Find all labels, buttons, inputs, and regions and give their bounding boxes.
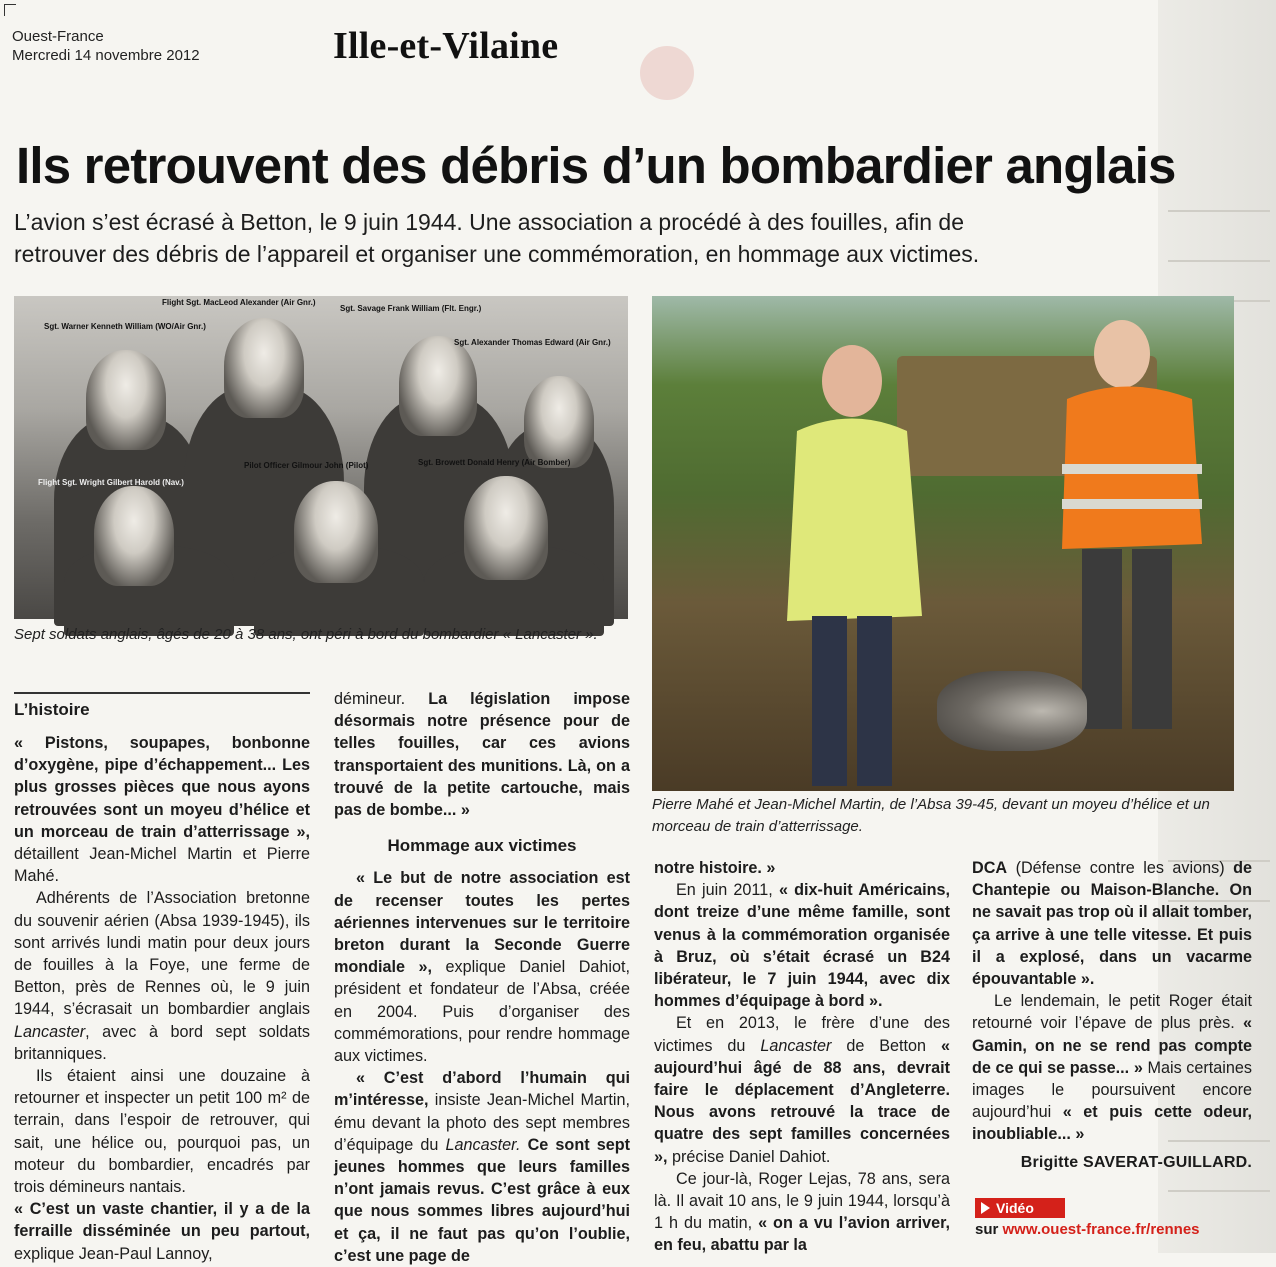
section-logo-icon	[640, 46, 694, 100]
article-column-2: démineur. La législation impose désormais notre présence pour de telles fouilles, car ces avions transportaient des munitions. Là, on a trouvé de la petite cartouche, mais pas de bombe... » Hommage aux victimes « Le but de notre association est de recenser toutes les pertes aériennes intervenues sur le territoire breton durant la Seconde Guerre mondiale », explique Daniel Dahiot, président et fondateur de l’Absa, créée en 2004. Puis d’organiser des commémorations, pour rendre hommage aux victimes. « C’est d’abord l’humain qui m’intéresse, insiste Jean-Michel Martin, ému devant la photo des sept membres d’équipage du Lancaster. Ce sont sept jeunes hommes que leurs familles n’ont jamais revus. C’est grâce à eux que nous sommes libres aujourd’hui et ça, il ne faut pas qu’on l’oublie, c’est une page de	[334, 690, 631, 1265]
article-headline: Ils retrouvent des débris d’un bombardier anglais	[16, 137, 1176, 194]
video-link[interactable]: sur www.ouest-france.fr/rennes	[975, 1221, 1200, 1238]
crop-mark	[4, 4, 16, 16]
section-title: Ille-et-Vilaine	[333, 25, 559, 67]
article-column-4: DCA (Défense contre les avions) de Chantepie ou Maison-Blanche. On ne savait pas trop où il allait tomber, ça arrive à une telle vitesse. Et puis il a explosé, dans un vacarme épouvantable ». Le lendemain, le petit Roger était retourné voir l’épave de plus près. « Gamin, on ne se rend pas compte de ce qui se passe... » Mais certaines images le poursuivent encore aujourd’hui « et puis cette odeur, inoubliable... »	[972, 859, 1252, 1144]
author-signature: Brigitte SAVERAT-GUILLARD.	[1020, 1154, 1252, 1171]
propeller-hub	[937, 671, 1087, 751]
article-column-3: notre histoire. » En juin 2011, « dix-huit Américains, dont treize d’une même famille, sont venus à la commémoration organisée à Bruz, où s’était écrasé un B24 libérateur, le 7 juin 1944, avec dix hommes d’équipage à bord ». Et en 2013, le frère d’une des victimes du Lancaster de Betton « aujourd’hui âgé de 88 ans, devrait faire le déplacement d’Angleterre. Nous avons retrouvé la trace de quatre des sept familles concernées », précise Daniel Dahiot. Ce jour-là, Roger Lejas, 78 ans, sera là. Il avait 10 ans, le 9 juin 1944, lorsqu’à 1 h du matin, « on a vu l’avion arriver, en feu, abattu par la	[654, 859, 950, 1255]
video-badge[interactable]: Vidéo	[975, 1198, 1065, 1218]
crew-photo-caption: Sept soldats anglais, âgés de 20 à 38 ans, ont péri à bord du bombardier « Lancaster ».	[14, 626, 598, 643]
play-icon	[981, 1202, 990, 1214]
article-column-1: « Pistons, soupapes, bonbonne d’oxygène, pipe d’échappement... Les plus grosses pièces que nous ayons retrouvées sont un moyeu d’hélice et un morceau de train d’atterrissage », détaillent Jean-Michel Martin et Pierre Mahé. Adhérents de l’Association bretonne du souvenir aérien (Absa 1939-1945), ils sont arrivés lundi matin pour deux jours de fouilles à la Foye, une ferme de Betton, près de Rennes où, le 9 juin 1944, s’écrasait un bombardier anglais Lancaster, avec à bord sept soldats britanniques. Ils étaient ainsi une douzaine à retourner et inspecter un petit 100 m² de terrain, dans l’espoir de retrouver, qui sait, une hélice ou, pourquoi pas, un moteur du bombardier, encadrés par trois démineurs nantais. « C’est un vaste chantier, il y a de la ferraille disséminée un peu partout, explique Jean-Paul Lannoy,	[14, 734, 310, 1263]
subhead-tribute: Hommage aux victimes	[387, 836, 577, 856]
person-jean-michel-martin	[1042, 314, 1217, 734]
crew-label-2: Flight Sgt. MacLeod Alexander (Air Gnr.)	[162, 298, 316, 307]
excavation-photo	[652, 296, 1234, 791]
crew-photo	[14, 296, 628, 619]
newspaper-name: Ouest-France	[12, 28, 104, 45]
publication-date: Mercredi 14 novembre 2012	[12, 47, 200, 64]
excavation-photo-caption: Pierre Mahé et Jean-Michel Martin, de l’Absa 39-45, devant un moyeu d’hélice et un morceau de train d’atterrissage.	[652, 796, 1210, 835]
crew-label-7: Sgt. Browett Donald Henry (Air Bomber)	[418, 458, 571, 467]
subhead-history: L’histoire	[14, 692, 310, 720]
video-url[interactable]: www.ouest-france.fr/rennes	[1002, 1221, 1200, 1238]
crew-label-6: Pilot Officer Gilmour John (Pilot)	[244, 461, 369, 470]
quote-pistons: « Pistons, soupapes, bonbonne d’oxygène, pipe d’échappement... Les plus grosses pièces que nous ayons retrouvées sont un moyeu d’hélice et un morceau de train d’atterrissage »,	[14, 734, 310, 841]
person-pierre-mahe	[757, 336, 927, 791]
crew-label-3: Sgt. Savage Frank William (Flt. Engr.)	[340, 304, 482, 313]
crew-label-1: Sgt. Warner Kenneth William (WO/Air Gnr.)	[44, 322, 206, 331]
crew-label-4: Sgt. Alexander Thomas Edward (Air Gnr.)	[454, 338, 611, 347]
article-standfirst: L’avion s’est écrasé à Betton, le 9 juin 1944. Une association a procédé à des fouilles, afin de retrouver des débris de l’appareil et organiser une commémoration, en hommage aux victimes.	[14, 209, 980, 267]
crew-label-5: Flight Sgt. Wright Gilbert Harold (Nav.)	[38, 478, 184, 487]
